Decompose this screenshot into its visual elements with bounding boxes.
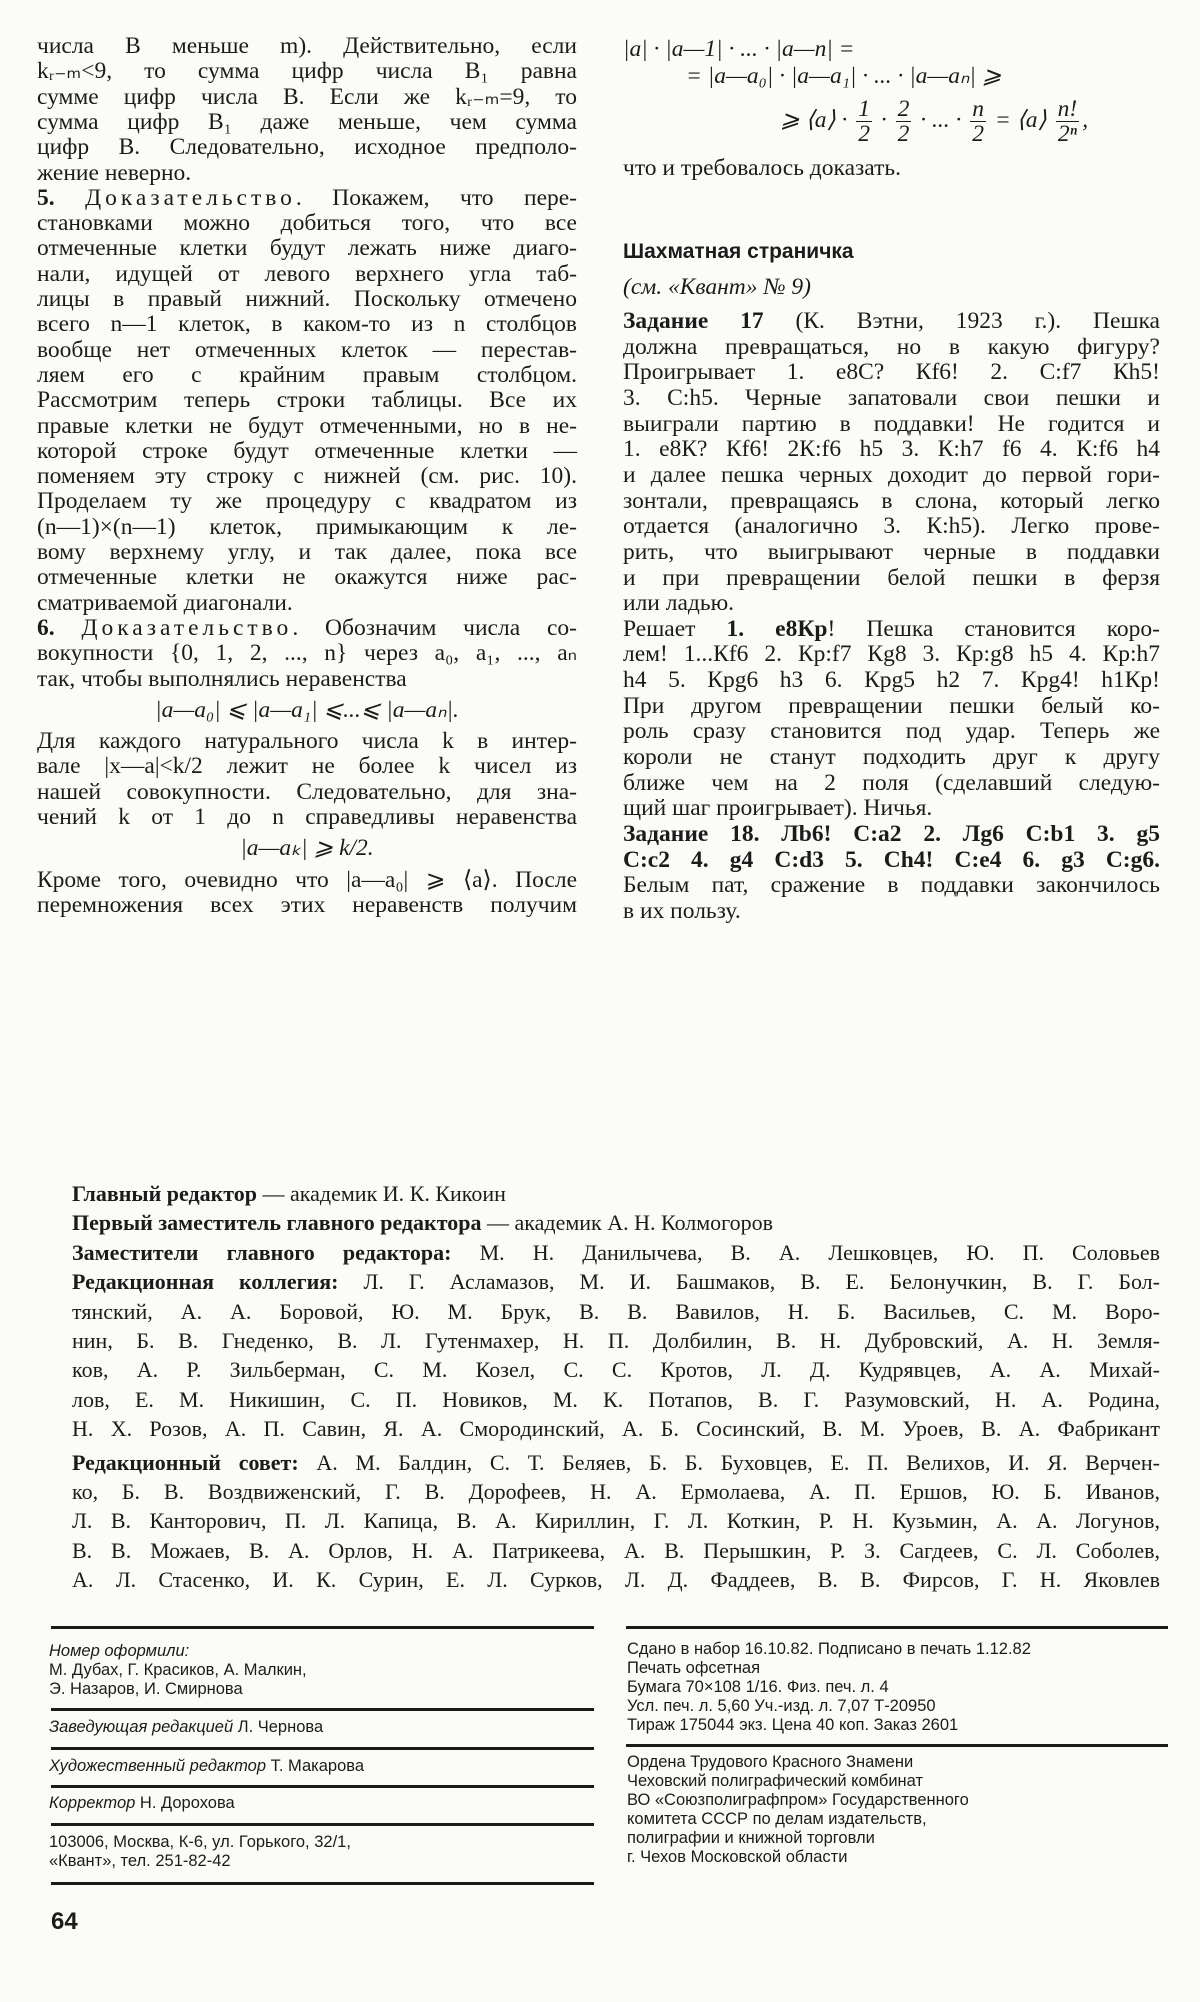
- fraction: [856, 97, 872, 146]
- text-segment: ! Пешка становится коро-: [827, 615, 1160, 642]
- bold-text: Главный редактор: [72, 1181, 258, 1206]
- printer-line: г. Чехов Московской области: [627, 1848, 848, 1866]
- divider-rule: [51, 1708, 594, 1711]
- text-line: отдается (аналогично 3. К:h5). Легко прове-: [623, 513, 1160, 540]
- text-line: цифр B. Следовательно, исходное предполо-: [37, 134, 577, 161]
- text-line: [623, 848, 1160, 874]
- text-line: [37, 186, 577, 211]
- text-line: ко, Б. В. Воздвиженский, Г. В. Дорофеев, Н. А. Ермолаева, А. П. Ершов, Ю. Б. Иванов,: [72, 1479, 1160, 1504]
- text-line: зонтали, превращаясь в слона, который легко: [623, 487, 1160, 514]
- text-line: чений k от 1 до n справедливы неравенства: [37, 804, 577, 830]
- printer-line: ВО «Союзполиграфпром» Государственного: [627, 1791, 969, 1809]
- text-segment: — академик И. К. Кикоин: [257, 1181, 506, 1206]
- chess-section-reference: (см. «Квант» № 9): [623, 274, 812, 300]
- text-segment: [55, 185, 85, 211]
- text-line: [72, 1238, 1160, 1267]
- text-line: 1. e8К? Кf6! 2К:f6 h5 3. К:h7 f6 4. К:f6 h4: [623, 436, 1160, 463]
- formula-comma: ,: [1082, 106, 1089, 133]
- designers-line: М. Дубах, Г. Красиков, А. Малкин,: [49, 1661, 307, 1679]
- printer-line: Ордена Трудового Красного Знамени: [627, 1753, 914, 1771]
- text-line: kᵣ₋ₘ<9, то сумма цифр числа B₁ равна: [37, 58, 577, 85]
- numerator: n: [972, 96, 985, 122]
- art-editor-name: Т. Макарова: [270, 1757, 365, 1775]
- denominator: 2: [897, 121, 910, 147]
- text-segment: М. Н. Данилычева, В. А. Лешковцев, Ю. П. Соловьев: [451, 1239, 1160, 1265]
- proof-conclusion: что и требовалось доказать.: [623, 155, 901, 181]
- printer-line: полиграфии и книжной торговли: [627, 1829, 875, 1847]
- print-detail-line: Бумага 70×108 1/16. Физ. печ. л. 4: [627, 1678, 889, 1696]
- text-line: поменяем эту строку с нижней (см. рис. 10).: [37, 463, 577, 490]
- text-line: ляем его с крайним правым столбцом.: [37, 361, 577, 388]
- formula-dots: · ... ·: [920, 106, 962, 133]
- printer-line: комитета СССР по делам издательств,: [627, 1810, 927, 1828]
- text-line: которой строке будут отмеченные клетки —: [37, 437, 577, 464]
- text-line: сматриваемой диагонали.: [37, 589, 293, 616]
- editorial-address: [49, 1833, 351, 1871]
- text-segment: (К. Вэтни, 1923 г.). Пешка: [763, 308, 1160, 334]
- bold-text: Заместители главного редактора:: [72, 1239, 452, 1265]
- text-line: числа B меньше m). Действительно, если: [37, 33, 577, 59]
- formula-equals: = ⟨a⟩: [994, 106, 1047, 133]
- text-line: нали, идущей от левого верхнего угла таб-: [37, 260, 577, 287]
- text-line: и далее пешка черных доходит до первой гори-: [623, 461, 1160, 488]
- text-segment: Л. Г. Асламазов, М. И. Башмаков, В. Е. Белонучкин, В. Г. Бол-: [338, 1269, 1160, 1295]
- text-line: нашей совокупности. Следовательно, для зна-: [37, 778, 577, 805]
- text-segment: Доказательство: [85, 184, 296, 211]
- designers-credit: [49, 1642, 307, 1699]
- managing-editor-name: Л. Чернова: [237, 1718, 324, 1736]
- divider-rule: [51, 1823, 594, 1826]
- print-details: [627, 1640, 1031, 1735]
- bold-text: Редакционная коллегия:: [72, 1269, 339, 1295]
- text-line: жение неверно.: [37, 159, 192, 186]
- printer-details: [627, 1753, 969, 1867]
- text-line: перемножения всех этих неравенств получим: [37, 891, 577, 918]
- text-line: короли не станут подходить друг к другу: [623, 744, 1160, 771]
- print-detail-line: Тираж 175044 экз. Цена 40 коп. Заказ 2601: [627, 1716, 959, 1734]
- text-line: отмеченные клетки будут лежать ниже диаго-: [37, 235, 577, 262]
- fraction: [970, 97, 986, 146]
- denominator: 2: [972, 121, 985, 147]
- text-line: При другом превращении пешки белый ко-: [623, 692, 1160, 719]
- proofreader-credit: [49, 1794, 235, 1813]
- text-line: ближе чем на 2 поля (сделавший следую-: [623, 769, 1160, 796]
- text-line: ков, А. Р. Зильберман, С. М. Козел, С. С. Кротов, Л. Д. Кудрявцев, А. А. Михай-: [72, 1357, 1160, 1383]
- text-line: Проделаем ту же процедуру с квадратом из: [37, 488, 577, 515]
- numerator: 2: [897, 96, 910, 122]
- bold-text: 5.: [37, 184, 55, 211]
- formula-product-line1: |a| · |a—1| · ... · |a—n| =: [623, 36, 855, 62]
- text-line: 3. С:h5. Черные запатовали свои пешки и: [623, 384, 1160, 411]
- text-line: Н. Х. Розов, А. П. Савин, Я. А. Смородинский, А. Б. Сосинский, В. М. Уроев, В. А. Фабрикант: [72, 1416, 1160, 1442]
- text-line: тянский, А. А. Боровой, Ю. М. Брук, В. В. Вавилов, Н. Б. Васильев, С. М. Воро-: [72, 1298, 1160, 1324]
- text-line: в их пользу.: [623, 897, 741, 924]
- divider-rule: [51, 1626, 594, 1629]
- printer-line: Чеховский полиграфический комбинат: [627, 1772, 924, 1790]
- managing-editor-credit: [49, 1718, 323, 1737]
- bold-text: Редакционный совет:: [72, 1449, 299, 1475]
- text-line: Белым пат, сражение в поддавки закончилось: [623, 872, 1160, 899]
- text-line: рить, что выигрывают черные в поддавки: [623, 538, 1160, 565]
- text-segment: . Покажем, что пере-: [295, 184, 578, 211]
- text-line: становками можно добиться того, что все: [37, 210, 577, 237]
- formula-product-line2: = |a—a₀| · |a—a₁| · ... · |a—aₙ| ⩾: [686, 63, 1002, 89]
- text-line: [72, 1208, 1160, 1237]
- text-segment: — академик А. Н. Колмогоров: [481, 1210, 774, 1236]
- text-line: h4 5. Крg6 h3 6. Крg5 h2 7. Крg4! h1Кр!: [623, 667, 1160, 694]
- proofreader-label: Корректор: [49, 1794, 136, 1812]
- proofreader-name: Н. Дорохова: [139, 1794, 235, 1812]
- numerator: 1: [858, 96, 871, 122]
- text-segment: . Обозначим числа со-: [292, 614, 577, 641]
- bold-text: Первый заместитель главного редактора: [72, 1210, 482, 1236]
- text-line: [72, 1179, 1160, 1208]
- divider-rule: [626, 1744, 1168, 1747]
- numerator: n!: [1057, 96, 1078, 122]
- fraction: [1056, 97, 1080, 146]
- text-line: или ладью.: [623, 590, 735, 617]
- text-line: лицы в правый нижний. Поскольку отмечено: [37, 286, 577, 312]
- text-line: правые клетки не будут отмеченными, но в не-: [37, 412, 577, 439]
- text-line: вокупности {0, 1, 2, ..., n} через a₀, a₁, ..., aₙ: [37, 640, 577, 667]
- text-line: так, чтобы выполнялись неравенства: [37, 665, 407, 692]
- text-segment: [55, 615, 82, 641]
- bold-text: 6.: [37, 614, 55, 641]
- text-line: А. Л. Стасенко, И. К. Сурин, Е. Л. Сурков, Л. Д. Фаддеев, В. В. Фирсов, Г. Н. Яковлев: [72, 1567, 1160, 1593]
- divider-rule: [51, 1747, 594, 1750]
- text-line: [623, 822, 1160, 848]
- text-line: выиграли партию в поддавки! Не годится и: [623, 410, 1160, 437]
- text-line: В. В. Можаев, В. А. Орлов, Н. А. Патрикеева, А. В. Перышкин, Р. З. Сагдеев, С. Л. Соболев,: [72, 1537, 1160, 1563]
- formula-line: |a—a₀| ⩽ |a—a₁| ⩽...⩽ |a—aₙ|.: [155, 696, 459, 723]
- text-segment: Доказательство: [81, 614, 293, 641]
- formula-line: |a—aₖ| ⩾ k/2.: [240, 835, 374, 862]
- text-line: [72, 1448, 1160, 1477]
- art-editor-label: Художественный редактор: [49, 1757, 267, 1775]
- text-line: лов, Е. М. Никишин, С. П. Новиков, М. К. Потапов, В. Г. Разумовский, Н. А. Родина,: [72, 1386, 1160, 1412]
- text-line: и при превращении белой пешки в ферзя: [623, 564, 1160, 591]
- formula-product-line3: [780, 97, 1088, 146]
- divider-rule: [626, 1626, 1168, 1629]
- art-editor-credit: [49, 1757, 364, 1776]
- text-line: [37, 616, 577, 641]
- managing-editor-label: Заведующая редакцией: [49, 1718, 234, 1736]
- text-line: вому верхнему углу, и так далее, пока все: [37, 539, 577, 565]
- text-segment: А. М. Балдин, С. Т. Беляев, Б. Б. Буховцев, Е. П. Велихов, И. Я. Верчен-: [298, 1449, 1161, 1475]
- page-number: 64: [51, 1908, 78, 1935]
- text-line: роль сразу становится под удар. Теперь же: [623, 718, 1160, 745]
- text-line: всего n—1 клеток, в каком-то из n столбцов: [37, 311, 577, 338]
- text-line: Рассмотрим теперь строки таблицы. Все их: [37, 387, 577, 414]
- text-line: нин, Б. В. Гнеденко, В. Л. Гутенмахер, Н. П. Долбилин, В. Н. Дубровский, А. Н. Земля-: [72, 1328, 1160, 1353]
- designers-line: Э. Назаров, И. Смирнова: [49, 1680, 243, 1698]
- chess-section-title: Шахматная страничка: [623, 240, 854, 263]
- text-line: щий шаг проигрывает). Ничья.: [623, 795, 933, 822]
- fraction: [896, 97, 912, 146]
- text-line: Для каждого натурального числа k в интер-: [37, 728, 577, 755]
- text-line: Проигрывает 1. e8С? Кf6! 2. С:f7 Кh5!: [623, 359, 1160, 386]
- text-line: [623, 617, 1160, 643]
- address-line: 103006, Москва, К-6, ул. Горького, 32/1,: [49, 1833, 351, 1851]
- address-line: «Квант», тел. 251-82-42: [49, 1852, 231, 1870]
- bold-text: 1. e8Кр: [726, 615, 828, 642]
- text-line: вообще нет отмеченных клеток — перестав-: [37, 336, 577, 363]
- text-line: сумма цифр B₁ даже меньше, чем сумма: [37, 108, 577, 135]
- denominator: 2: [858, 121, 871, 147]
- text-line: Кроме того, очевидно что |a—a₀| ⩾ ⟨a⟩. После: [37, 866, 577, 893]
- print-detail-line: Печать офсетная: [627, 1659, 761, 1677]
- print-detail-line: Сдано в набор 16.10.82. Подписано в печать 1.12.82: [627, 1640, 1031, 1658]
- divider-rule: [51, 1785, 594, 1788]
- formula-dot: ·: [880, 106, 887, 133]
- denominator: 2ⁿ: [1057, 121, 1077, 147]
- text-line: должна превращаться, но в какую фигуру?: [623, 333, 1160, 360]
- text-segment: Решает: [623, 615, 727, 642]
- text-line: вале |x—a|<k/2 лежит не более k чисел из: [37, 753, 577, 780]
- formula-lead: ⩾ ⟨a⟩ ·: [780, 106, 848, 133]
- bold-text: С:c2 4. g4 С:d3 5. Сh4! С:e4 6. g3 С:g6.: [623, 846, 1160, 873]
- print-detail-line: Усл. печ. л. 5,60 Уч.-изд. л. 7,07 Т-20950: [627, 1697, 936, 1715]
- bold-text: Задание 17: [623, 308, 764, 334]
- bold-text: Задание 18. Лb6! С:a2 2. Лg6 С:b1 3. g5: [623, 821, 1160, 847]
- divider-rule: [51, 1882, 594, 1885]
- text-line: сумме цифр числа B. Если же kᵣ₋ₘ=9, то: [37, 83, 577, 110]
- text-line: (n—1)×(n—1) клеток, примыкающим к ле-: [37, 513, 577, 540]
- text-line: [72, 1267, 1160, 1296]
- text-line: Л. В. Канторович, П. Л. Капица, В. А. Кириллин, Г. Л. Коткин, Р. Н. Кузьмин, А. А. Логунов,: [72, 1508, 1160, 1534]
- text-line: отмеченные клетки не окажутся ниже рас-: [37, 564, 577, 591]
- designers-label: Номер оформили:: [49, 1642, 190, 1660]
- text-line: лем! 1...Кf6 2. Кр:f7 Кg8 3. Кр:g8 h5 4. Кр:h7: [623, 641, 1160, 668]
- text-line: [623, 309, 1160, 335]
